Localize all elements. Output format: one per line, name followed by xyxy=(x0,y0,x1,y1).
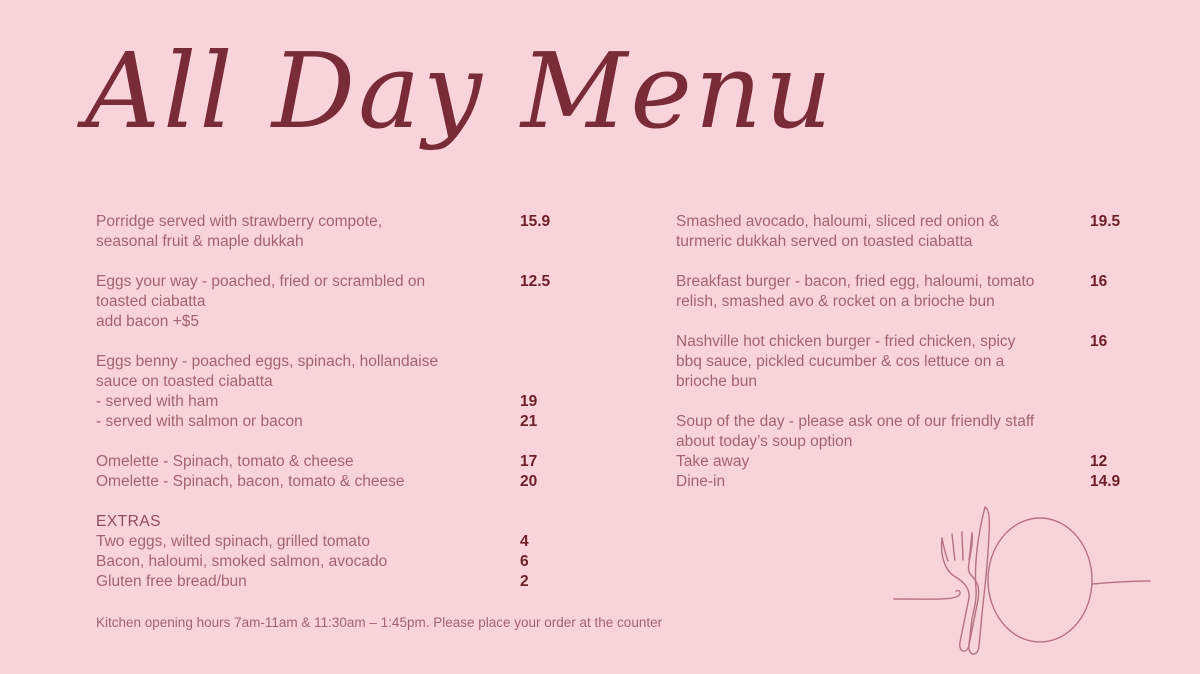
menu-line xyxy=(96,212,616,232)
section-heading xyxy=(96,512,616,532)
menu-item xyxy=(676,412,1196,492)
item-text: Eggs benny - poached eggs, spinach, hollandaise xyxy=(96,353,439,370)
menu-line xyxy=(676,372,1196,392)
menu-item xyxy=(96,512,616,592)
menu-line xyxy=(96,312,616,332)
menu-line xyxy=(676,412,1196,432)
item-price: 14.9 xyxy=(1090,473,1121,490)
item-price: 6 xyxy=(520,553,529,570)
item-text: Eggs your way - poached, fried or scrambled on xyxy=(96,273,426,290)
item-text: sauce on toasted ciabatta xyxy=(96,373,273,390)
item-text: Take away xyxy=(676,453,750,470)
menu-item xyxy=(96,452,616,492)
item-price: 4 xyxy=(520,533,529,550)
item-price: 19 xyxy=(520,393,538,410)
item-text: Porridge served with strawberry compote, xyxy=(96,213,383,230)
page-title: All Day Menu xyxy=(85,30,835,152)
menu-item xyxy=(676,272,1196,312)
menu-line xyxy=(96,452,616,472)
menu-line xyxy=(96,272,616,292)
menu-item xyxy=(96,352,616,432)
menu-line xyxy=(676,432,1196,452)
menu-line xyxy=(96,232,616,252)
item-text: relish, smashed avo & rocket on a brioche bun xyxy=(676,293,995,310)
menu-line xyxy=(676,212,1196,232)
item-text: Nashville hot chicken burger - fried chicken, spicy xyxy=(676,333,1016,350)
item-text: turmeric dukkah served on toasted ciabatta xyxy=(676,233,973,250)
menu-item xyxy=(96,212,616,252)
item-text: add bacon +$5 xyxy=(96,313,199,330)
menu-line xyxy=(676,292,1196,312)
item-text: Dine-in xyxy=(676,473,726,490)
menu-line xyxy=(96,552,616,572)
item-price: 20 xyxy=(520,473,538,490)
item-text: about today’s soup option xyxy=(676,433,853,450)
menu-column-left xyxy=(96,212,616,592)
item-price: 2 xyxy=(520,573,529,590)
menu-line xyxy=(96,412,616,432)
table-line-right-icon xyxy=(1092,581,1150,584)
menu-line xyxy=(96,472,616,492)
item-price: 12 xyxy=(1090,453,1108,470)
item-price: 16 xyxy=(1090,333,1108,350)
item-text: brioche bun xyxy=(676,373,758,390)
item-price: 21 xyxy=(520,413,538,430)
item-text: Omelette - Spinach, tomato & cheese xyxy=(96,453,354,470)
menu-line xyxy=(676,352,1196,372)
item-text: Gluten free bread/bun xyxy=(96,573,247,590)
item-text: bbq sauce, pickled cucumber & cos lettuce on a xyxy=(676,353,1005,370)
plate-icon xyxy=(988,518,1092,642)
menu-line xyxy=(676,272,1196,292)
menu-line xyxy=(96,392,616,412)
item-text: Smashed avocado, haloumi, sliced red onion & xyxy=(676,213,1000,230)
item-price: 17 xyxy=(520,453,538,470)
menu-item xyxy=(676,332,1196,392)
footer-note: Kitchen opening hours 7am-11am & 11:30am – 1:45pm. Please place your order at the counter xyxy=(96,615,663,630)
item-text: Two eggs, wilted spinach, grilled tomato xyxy=(96,533,370,550)
menu-line xyxy=(96,572,616,592)
menu-column-right xyxy=(676,212,1196,492)
menu-item xyxy=(96,272,616,332)
menu-line xyxy=(676,332,1196,352)
item-text: EXTRAS xyxy=(96,513,162,530)
item-price: 15.9 xyxy=(520,213,551,230)
item-text: Breakfast burger - bacon, fried egg, haloumi, tomato xyxy=(676,273,1035,290)
item-text: seasonal fruit & maple dukkah xyxy=(96,233,304,250)
item-text: - served with salmon or bacon xyxy=(96,413,303,430)
menu-line xyxy=(676,452,1196,472)
menu-line xyxy=(96,292,616,312)
menu-line xyxy=(676,472,1196,492)
item-text: Bacon, haloumi, smoked salmon, avocado xyxy=(96,553,388,570)
menu-line xyxy=(96,352,616,372)
menu-line xyxy=(96,532,616,552)
menu-line xyxy=(676,232,1196,252)
menu-line xyxy=(96,372,616,392)
item-text: Omelette - Spinach, bacon, tomato & cheese xyxy=(96,473,405,490)
item-price: 19.5 xyxy=(1090,213,1121,230)
plate-cutlery-illustration xyxy=(890,494,1200,674)
table-line-left-icon xyxy=(894,591,960,600)
item-text: Soup of the day - please ask one of our friendly staff xyxy=(676,413,1035,430)
item-price: 12.5 xyxy=(520,273,551,290)
menu-item xyxy=(676,212,1196,252)
fork-icon xyxy=(942,532,972,561)
item-text: toasted ciabatta xyxy=(96,293,206,310)
item-text: - served with ham xyxy=(96,393,219,410)
item-price: 16 xyxy=(1090,273,1108,290)
